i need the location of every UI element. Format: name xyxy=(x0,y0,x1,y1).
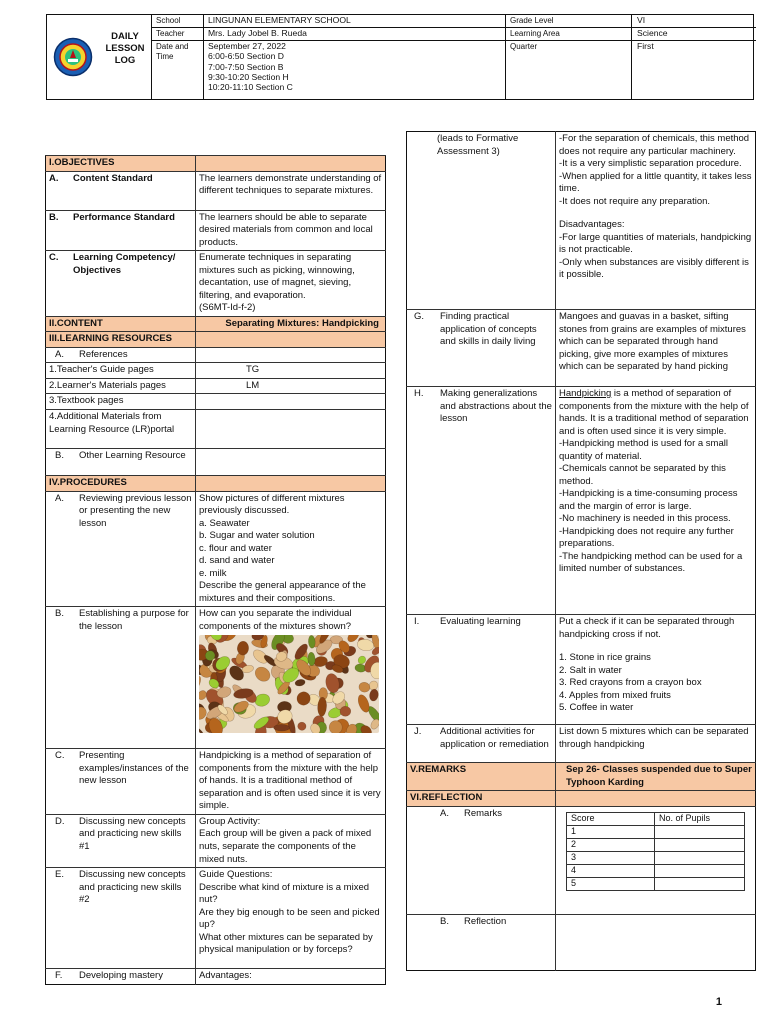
reflection-heading: VI.REFLECTION xyxy=(407,791,556,807)
procedure-g-row: G. Finding practical application of concepts and skills in daily living Mangoes and guavas in a basket, sifting stones from grains are examples of mixtures which can be separated through hand picking, give more examples of mixtures which can be separated by hand picking xyxy=(407,310,756,387)
procedure-i-label: Evaluating learning xyxy=(440,616,521,627)
procedure-j-label: Additional activities for application or remediation xyxy=(440,726,549,750)
learners-materials-row xyxy=(46,378,386,394)
header-table xyxy=(46,14,754,100)
content-heading: II.CONTENT xyxy=(46,316,196,332)
nut-shape xyxy=(274,725,290,732)
page-number: 1 xyxy=(715,996,722,1008)
school-name: LINGUNAN ELEMENTARY SCHOOL xyxy=(204,15,505,28)
pupils-count-field[interactable] xyxy=(655,838,745,851)
nut-shape xyxy=(205,651,215,661)
school-logo xyxy=(47,15,99,99)
additional-materials-row xyxy=(46,409,386,448)
pupils-count-field[interactable] xyxy=(655,825,745,838)
competency-code: (S6MT-Id-f-2) xyxy=(199,302,256,314)
procedure-d-row: D. Discussing new concepts and practicing new skills #1 Group Activity: Each group will be given a pack of mixed nuts, separate the components of the mixed nuts. xyxy=(46,814,386,867)
remarks-row xyxy=(407,763,756,791)
references-row: A. References xyxy=(46,347,386,363)
learning-resources-row xyxy=(46,332,386,348)
mixed-nuts-image xyxy=(199,635,379,733)
reflection-b-row: B. Reflection xyxy=(407,914,756,970)
references-label: References xyxy=(79,348,128,360)
procedure-j-row: J. Additional activities for application or remediation List down 5 mixtures which can be separated through handpicking xyxy=(407,725,756,763)
reflection-b-label: Reflection xyxy=(464,915,507,927)
grade-level: VI xyxy=(632,15,756,28)
reflection-remarks-label: Remarks xyxy=(464,807,503,819)
teachers-guide-label: 1.Teacher's Guide pages xyxy=(46,363,196,379)
procedures-heading: IV.PROCEDURES xyxy=(46,475,196,491)
content-standard-label: Content Standard xyxy=(73,172,153,184)
grade-level-label: Grade Level xyxy=(506,15,631,28)
date-time: September 27, 2022 6:00-6:50 Section D 7:00-7:50 Section B 9:30-10:20 Section H 10:20-11:10 Section C xyxy=(208,41,293,93)
score-header-row xyxy=(567,812,745,825)
procedure-g-label: Finding practical application of concepts and skills in daily living xyxy=(440,311,537,348)
procedure-i-value: Put a check if it can be separated through handpicking cross if not. 1. Stone in rice grains 2. Salt in water 3. Red crayons from a crayon box 4. Apples from mixed fruits 5. Coffee in water xyxy=(556,615,756,725)
learning-competency-value: Enumerate techniques in separating mixtures such as picking, winnowing, decantation, use of magnet, sieving, filtering, and evaporation. (S6MT-Id-f-2) xyxy=(196,251,386,317)
procedure-d-value: Group Activity: Each group will be given a pack of mixed nuts, separate the components of the mixed nuts. xyxy=(196,814,386,867)
eval-item: 5. Coffee in water xyxy=(559,702,634,714)
nut-shape xyxy=(340,706,351,717)
procedures-row xyxy=(46,475,386,491)
learners-materials-label: 2.Learner's Materials pages xyxy=(46,378,196,394)
learning-resources-heading: III.LEARNING RESOURCES xyxy=(46,332,196,348)
teachers-guide-row xyxy=(46,363,386,379)
objectives-row xyxy=(46,156,386,172)
left-lesson-table xyxy=(45,155,386,985)
right-lesson-table xyxy=(406,131,756,971)
content-standard-row: A. Content Standard The learners demonstrate understanding of different techniques to separate mixtures. xyxy=(46,171,386,210)
procedure-f-row: F. Developing mastery Advantages: xyxy=(46,969,386,985)
pupils-header: No. of Pupils xyxy=(655,812,745,825)
procedure-f-continued-label: (leads to Formative Assessment 3) xyxy=(437,133,519,157)
other-resources-row: B. Other Learning Resource xyxy=(46,448,386,475)
procedure-h-label: Making generalizations and abstractions about the lesson xyxy=(440,388,552,425)
objectives-heading: I.OBJECTIVES xyxy=(46,156,196,172)
score-row: 3 xyxy=(567,851,745,864)
procedure-i-row: I. Evaluating learning Put a check if it can be separated through handpicking cross if not. 1. Stone in rice grains 2. Salt in water 3. Red crayons from a crayon box 4. Apples from mixed fruits 5. Coffee in water xyxy=(407,615,756,725)
additional-materials-label: 4.Additional Materials from Learning Resource (LR)portal xyxy=(46,409,196,448)
content-standard-value: The learners demonstrate understanding of different techniques to separate mixtures. xyxy=(196,171,386,210)
procedure-d-label: Discussing new concepts and practicing new skills #1 xyxy=(79,815,186,852)
procedure-e-row: E. Discussing new concepts and practicing new skills #2 Guide Questions: Describe what kind of mixture is a mixed nut? Are they big enough to be seen and picked up? What other mixtures can be separated by physical manipulation or by forceps? xyxy=(46,868,386,969)
reflection-row xyxy=(407,791,756,807)
school-seal-icon xyxy=(53,37,93,77)
content-row xyxy=(46,316,386,332)
quarter-label: Quarter xyxy=(510,42,538,51)
procedure-f-label: Developing mastery xyxy=(79,970,163,982)
teacher-name: Mrs. Lady Jobel B. Rueda xyxy=(204,28,505,41)
procedure-h-value: Handpicking is a method of separation of components from the mixture with the help of hands. It is a traditional method of separation and is often used since it is very simple. -Handpicking method is used for a small quantity of material. -Chemicals cannot be separated by this method. -Handpicking is a time-consuming process and the margin of error is large. -No machinery is needed in this process. -Handpicking does not require any further preparations. -The handpicking method can be used for a limited number of substances. xyxy=(556,387,756,615)
pupils-count-field[interactable] xyxy=(655,877,745,890)
eval-item: 1. Stone in rice grains xyxy=(559,652,651,664)
performance-standard-label: Performance Standard xyxy=(73,211,175,223)
procedure-f-continued-value: -For the separation of chemicals, this method does not require any particular machinery. -It is a very simplistic separation procedure. -When applied for a little quantity, it takes less time. -It does not require any preparation. Disadvantages: -For large quantities of materials, handpicking is not practicable. -Only when substances are visibly different is it possible. xyxy=(556,132,756,310)
score-header: Score xyxy=(567,812,655,825)
procedure-e-label: Discussing new concepts and practicing new skills #2 xyxy=(79,869,186,906)
quarter: First xyxy=(637,41,654,51)
pupils-count-field[interactable] xyxy=(655,851,745,864)
content-value: Separating Mixtures: Handpicking xyxy=(196,316,386,332)
score-row: 5 xyxy=(567,877,745,890)
procedure-g-value: Mangoes and guavas in a basket, sifting stones from grains are examples of mixtures which can be separated through hand picking, give more examples of mixtures which can be separated by hand picking xyxy=(556,310,756,387)
textbook-label: 3.Textbook pages xyxy=(46,394,196,410)
remarks-heading: V.REMARKS xyxy=(407,763,556,791)
procedure-b-value: How can you separate the individual components of the mixtures shown? xyxy=(199,608,352,632)
procedure-a-value: Show pictures of different mixtures previously discussed. a. Seawater b. Sugar and water solution c. flour and water d. sand and water e. milk Describe the general appearance of the mixtures and their compositions. xyxy=(196,491,386,607)
procedure-b-label: Establishing a purpose for the lesson xyxy=(79,608,189,632)
eval-item: 4. Apples from mixed fruits xyxy=(559,689,671,701)
pupils-count-field[interactable] xyxy=(655,864,745,877)
learning-competency-row: C. Learning Competency/ Objectives Enumerate techniques in separating mixtures such as picking, winnowing, decantation, use of magnet, sieving, filtering, and evaporation. (S6MT-Id-f-2) xyxy=(46,251,386,317)
procedure-c-row: C. Presenting examples/instances of the new lesson Handpicking is a method of separation of components from the mixture with the help of hands. It is a traditional method of separation and is often used since it is very simple. xyxy=(46,749,386,815)
reflection-remarks-row: A. Remarks Score No. of Pupils 1 2 3 4 5 xyxy=(407,806,756,914)
score-table xyxy=(566,812,745,891)
learners-materials-value: LM xyxy=(196,378,386,394)
procedure-f-value: Advantages: xyxy=(196,969,386,985)
mixed-nuts-picture xyxy=(199,635,379,733)
eval-item: 2. Salt in water xyxy=(559,664,622,676)
procedure-a-row: A. Reviewing previous lesson or presenting the new lesson Show pictures of different mixtures previously discussed. a. Seawater b. Sugar and water solution c. flour and water d. sand and water e. milk Describe the general appearance of the mixtures and their compositions. xyxy=(46,491,386,607)
teachers-guide-value: TG xyxy=(196,363,386,379)
textbook-row xyxy=(46,394,386,410)
procedure-c-value: Handpicking is a method of separation of components from the mixture with the help of hands. It is a traditional method of separation and is often used since it is very simple. xyxy=(196,749,386,815)
eval-item: 3. Red crayons from a crayon box xyxy=(559,677,702,689)
remarks-value: Sep 26- Classes suspended due to Super Typhoon Karding xyxy=(556,763,756,791)
score-row: 4 xyxy=(567,864,745,877)
learning-area: Science xyxy=(632,28,756,41)
procedure-e-value: Guide Questions: Describe what kind of mixture is a mixed nut? Are they big enough to be seen and picked up? What other mixtures can be separated by physical manipulation or by forceps? xyxy=(196,868,386,969)
other-resources-label: Other Learning Resource xyxy=(79,449,186,461)
log-title: DAILY LESSON LOG xyxy=(105,31,145,66)
handpicking-term: Handpicking xyxy=(559,388,612,399)
performance-standard-value: The learners should be able to separate desired materials from common and local products. xyxy=(196,210,386,251)
score-row: 2 xyxy=(567,838,745,851)
performance-standard-row: B. Performance Standard The learners should be able to separate desired materials from common and local products. xyxy=(46,210,386,251)
learning-area-label: Learning Area xyxy=(506,28,631,41)
procedure-h-row: H. Making generalizations and abstractions about the lesson Handpicking is a method of separation of components from the mixture with the help of hands. It is a traditional method of separation and is often used since it is very simple. -Handpicking method is used for a small quantity of material. -Chemicals cannot be separated by this method. -Handpicking is a time-consuming process and the margin of error is large. -No machinery is needed in this process. -Handpicking does not require any further preparations. -The handpicking method can be used for a limited number of substances. xyxy=(407,387,756,615)
procedure-c-label: Presenting examples/instances of the new lesson xyxy=(79,750,189,787)
procedure-j-value: List down 5 mixtures which can be separated through handpicking xyxy=(556,725,756,763)
teacher-label: Teacher xyxy=(152,28,203,41)
procedure-a-label: Reviewing previous lesson or presenting the new lesson xyxy=(79,492,192,529)
date-label: Date and Time xyxy=(156,42,189,62)
procedure-f-continued-row xyxy=(407,132,756,310)
score-row: 1 xyxy=(567,825,745,838)
procedure-b-row: B. Establishing a purpose for the lesson How can you separate the individual components of the mixtures shown? xyxy=(46,607,386,749)
learning-competency-label: Learning Competency/ Objectives xyxy=(73,252,176,276)
school-label: School xyxy=(152,15,203,28)
